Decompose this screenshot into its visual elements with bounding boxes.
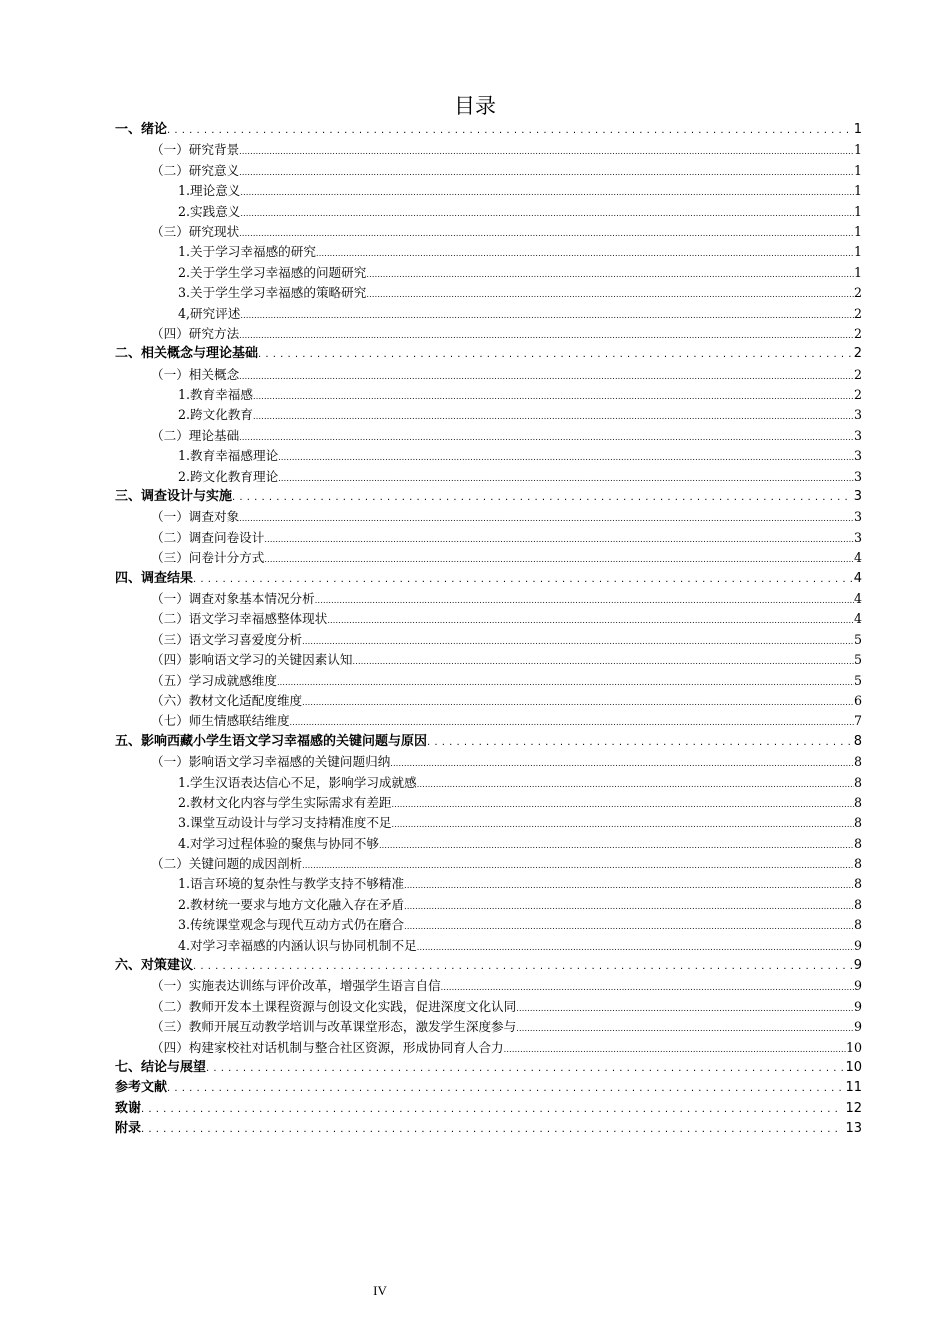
toc-entry[interactable] — [115, 120, 862, 140]
table-of-contents — [115, 120, 862, 1140]
toc-entry-page-number: 2 — [853, 387, 862, 403]
toc-entry[interactable] — [115, 263, 862, 283]
toc-entry[interactable] — [115, 671, 862, 691]
toc-entry-page-number: 11 — [845, 1080, 862, 1096]
toc-leader-dots — [404, 917, 854, 937]
toc-entry[interactable] — [115, 936, 862, 956]
toc-entry[interactable] — [115, 385, 862, 405]
toc-leader-dots — [417, 938, 854, 958]
toc-entry-label: （一）调查对象 — [151, 509, 240, 525]
toc-leader-dots — [240, 183, 854, 203]
toc-entry-label: 2.关于学生学习幸福感的问题研究 — [178, 264, 367, 280]
toc-leader-dots — [302, 856, 854, 876]
toc-entry-page-number: 13 — [845, 1121, 862, 1137]
toc-entry-page-number: 8 — [853, 917, 862, 933]
toc-entry-label: （一）实施表达训练与评价改革，增强学生语言自信 — [151, 978, 441, 994]
toc-entry-page-number: 3 — [853, 468, 862, 484]
toc-leader-dots — [253, 387, 854, 407]
toc-leader-dots — [193, 957, 852, 977]
toc-entry-label: 1.学生汉语表达信心不足，影响学习成就感 — [178, 774, 417, 790]
toc-entry-page-number: 1 — [853, 223, 862, 239]
toc-leader-dots — [239, 367, 854, 387]
toc-entry-label: 3.传统课堂观念与现代互动方式仍在磨合 — [178, 917, 405, 933]
toc-leader-dots — [167, 1079, 843, 1099]
toc-leader-dots — [239, 224, 854, 244]
toc-leader-dots — [441, 978, 854, 998]
toc-entry-page-number: 9 — [853, 998, 862, 1014]
toc-entry[interactable] — [115, 548, 862, 568]
toc-leader-dots — [278, 469, 854, 489]
toc-leader-dots — [302, 693, 854, 713]
toc-entry[interactable] — [115, 405, 862, 425]
toc-entry[interactable] — [115, 528, 862, 548]
toc-entry-page-number: 8 — [853, 754, 862, 770]
toc-entry[interactable] — [115, 691, 862, 711]
toc-entry[interactable] — [115, 426, 862, 446]
toc-entry-page-number: 2 — [853, 285, 862, 301]
toc-entry[interactable] — [115, 1119, 862, 1139]
toc-entry[interactable] — [115, 304, 862, 324]
toc-entry[interactable] — [115, 834, 862, 854]
toc-entry-page-number: 1 — [853, 122, 862, 137]
toc-entry-page-number: 12 — [845, 1100, 862, 1116]
page-number-footer: IV — [373, 1283, 387, 1298]
toc-leader-dots — [239, 326, 854, 346]
toc-entry-label: 六、对策建议 — [115, 958, 194, 974]
toc-entry-label: 2.跨文化教育 — [178, 407, 253, 423]
toc-entry[interactable] — [115, 793, 862, 813]
toc-entry-label: 一、绪论 — [115, 122, 168, 137]
toc-leader-dots — [390, 754, 854, 774]
toc-entry-page-number: 4 — [853, 570, 862, 586]
toc-entry-label: （一）调查对象基本情况分析 — [151, 590, 315, 606]
toc-entry-page-number: 3 — [853, 448, 862, 464]
toc-entry-label: 4.对学习幸福感的内涵认识与协同机制不足 — [178, 937, 417, 953]
toc-entry-label: 致谢 — [115, 1100, 142, 1116]
toc-entry[interactable] — [115, 895, 862, 915]
toc-leader-dots — [258, 345, 852, 365]
toc-entry-page-number: 9 — [853, 937, 862, 953]
toc-entry[interactable] — [115, 874, 862, 894]
toc-entry-label: （二）研究意义 — [151, 162, 240, 178]
toc-entry-label: （三）问卷计分方式 — [151, 550, 265, 566]
toc-entry[interactable] — [115, 956, 862, 976]
toc-entry-page-number: 3 — [853, 407, 862, 423]
toc-entry-label: 五、影响西藏小学生语文学习幸福感的关键问题与原因 — [115, 733, 428, 749]
toc-entry[interactable] — [115, 773, 862, 793]
toc-entry-page-number: 7 — [853, 713, 862, 729]
toc-entry-label: （七）师生情感联结维度 — [151, 713, 290, 729]
toc-leader-dots — [516, 1019, 854, 1039]
toc-entry-page-number: 5 — [853, 652, 862, 668]
toc-leader-dots — [392, 815, 854, 835]
toc-entry[interactable] — [115, 1058, 862, 1078]
toc-entry-page-number: 8 — [853, 733, 862, 749]
toc-entry-label: 1.语言环境的复杂性与教学支持不够精准 — [178, 876, 405, 892]
toc-entry-label: （二）语文学习幸福感整体现状 — [151, 611, 328, 627]
toc-entry-page-number: 3 — [853, 509, 862, 525]
toc-entry-page-number: 5 — [853, 631, 862, 647]
toc-entry-label: 1.教育幸福感理论 — [178, 448, 279, 464]
toc-entry-page-number: 8 — [853, 815, 862, 831]
toc-entry-label: 2.实践意义 — [178, 203, 241, 219]
toc-entry[interactable] — [115, 140, 862, 160]
toc-entry[interactable] — [115, 242, 862, 262]
toc-entry-label: 附录 — [115, 1121, 142, 1137]
toc-entry-page-number: 1 — [853, 264, 862, 280]
toc-entry[interactable] — [115, 997, 862, 1017]
toc-entry[interactable] — [115, 1038, 862, 1058]
toc-leader-dots — [240, 204, 854, 224]
toc-leader-dots — [302, 632, 854, 652]
toc-entry-page-number: 9 — [853, 958, 862, 974]
toc-entry-label: （二）关键问题的成因剖析 — [151, 856, 303, 872]
toc-entry-page-number: 4 — [853, 590, 862, 606]
toc-entry-page-number: 9 — [853, 1019, 862, 1035]
toc-entry-page-number: 8 — [853, 876, 862, 892]
toc-leader-dots — [404, 876, 854, 896]
toc-entry-label: （一）研究背景 — [151, 142, 240, 158]
toc-entry-label: （六）教材文化适配度维度 — [151, 692, 303, 708]
toc-entry-page-number: 8 — [853, 896, 862, 912]
toc-leader-dots — [379, 836, 854, 856]
toc-entry[interactable] — [115, 813, 862, 833]
toc-leader-dots — [366, 265, 854, 285]
toc-leader-dots — [327, 611, 854, 631]
toc-entry-page-number: 1 — [853, 183, 862, 199]
toc-entry-label: （一）相关概念 — [151, 366, 240, 382]
toc-entry-page-number: 9 — [853, 978, 862, 994]
toc-entry-page-number: 5 — [853, 672, 862, 688]
toc-entry-label: 三、调查设计与实施 — [115, 489, 233, 505]
toc-entry[interactable] — [115, 609, 862, 629]
toc-entry-label: 3.课堂互动设计与学习支持精准度不足 — [178, 815, 392, 831]
toc-entry-label: 1.关于学习幸福感的研究 — [178, 244, 316, 260]
toc-entry-label: （三）研究现状 — [151, 223, 240, 239]
toc-entry-page-number: 2 — [853, 346, 862, 362]
toc-entry-page-number: 1 — [853, 203, 862, 219]
toc-leader-dots — [277, 673, 854, 693]
toc-entry[interactable] — [115, 915, 862, 935]
toc-entry[interactable] — [115, 1099, 862, 1119]
toc-entry[interactable] — [115, 630, 862, 650]
toc-entry[interactable] — [115, 589, 862, 609]
toc-entry-label: （四）影响语文学习的关键因素认知 — [151, 652, 353, 668]
toc-entry-label: （三）教师开展互动教学培训与改革课堂形态，激发学生深度参与 — [151, 1019, 517, 1035]
toc-entry-page-number: 4 — [853, 611, 862, 627]
toc-entry-label: （三）语文学习喜爱度分析 — [151, 631, 303, 647]
toc-leader-dots — [141, 1100, 843, 1120]
toc-entry-page-number: 3 — [853, 529, 862, 545]
toc-entry[interactable] — [115, 732, 862, 752]
toc-leader-dots — [316, 244, 854, 264]
toc-entry-page-number: 4 — [853, 550, 862, 566]
toc-leader-dots — [253, 407, 854, 427]
toc-leader-dots — [167, 121, 852, 141]
toc-entry-page-number: 1 — [853, 142, 862, 158]
toc-entry-page-number: 2 — [853, 305, 862, 321]
toc-entry-page-number: 3 — [853, 427, 862, 443]
toc-entry[interactable] — [115, 161, 862, 181]
toc-entry-page-number: 2 — [853, 366, 862, 382]
toc-entry-page-number: 1 — [853, 244, 862, 260]
toc-leader-dots — [239, 509, 854, 529]
toc-entry-label: （二）理论基础 — [151, 427, 240, 443]
toc-entry[interactable] — [115, 446, 862, 466]
toc-leader-dots — [264, 550, 854, 570]
toc-leader-dots — [504, 1040, 846, 1060]
toc-entry-label: 3.关于学生学习幸福感的策略研究 — [178, 285, 367, 301]
toc-entry-label: （二）调查问卷设计 — [151, 529, 265, 545]
toc-entry[interactable] — [115, 650, 862, 670]
toc-leader-dots — [417, 775, 854, 795]
toc-entry[interactable] — [115, 854, 862, 874]
toc-entry-label: 1.理论意义 — [178, 183, 241, 199]
toc-entry[interactable] — [115, 569, 862, 589]
toc-entry[interactable] — [115, 507, 862, 527]
toc-entry[interactable] — [115, 324, 862, 344]
toc-leader-dots — [427, 733, 852, 753]
toc-entry-page-number: 8 — [853, 774, 862, 790]
toc-entry[interactable] — [115, 365, 862, 385]
toc-entry-label: 1.教育幸福感 — [178, 387, 253, 403]
toc-entry-label: 2.教材文化内容与学生实际需求有差距 — [178, 794, 392, 810]
toc-entry[interactable] — [115, 1017, 862, 1037]
toc-leader-dots — [366, 285, 854, 305]
page-title: 目录 — [454, 94, 496, 118]
toc-leader-dots — [240, 306, 854, 326]
toc-leader-dots — [193, 570, 852, 590]
toc-entry[interactable] — [115, 344, 862, 364]
toc-entry[interactable] — [115, 976, 862, 996]
toc-entry-label: （四）构建家校社对话机制与整合社区资源，形成协同育人合力 — [151, 1039, 504, 1055]
toc-entry[interactable] — [115, 487, 862, 507]
toc-entry-label: 4.对学习过程体验的聚焦与协同不够 — [178, 835, 379, 851]
toc-leader-dots — [278, 448, 854, 468]
toc-entry-page-number: 3 — [853, 489, 862, 505]
toc-leader-dots — [315, 591, 854, 611]
toc-entry-page-number: 10 — [845, 1059, 862, 1075]
toc-entry-page-number: 10 — [845, 1039, 862, 1055]
toc-entry-label: 2.教材统一要求与地方文化融入存在矛盾 — [178, 896, 405, 912]
toc-entry-label: 4,研究评述 — [178, 305, 241, 321]
toc-entry-label: （五）学习成就感维度 — [151, 672, 277, 688]
toc-leader-dots — [239, 142, 854, 162]
toc-entry[interactable] — [115, 283, 862, 303]
toc-entry[interactable] — [115, 752, 862, 772]
toc-leader-dots — [206, 1059, 843, 1079]
toc-entry[interactable] — [115, 467, 862, 487]
toc-leader-dots — [404, 897, 854, 917]
toc-entry[interactable] — [115, 202, 862, 222]
toc-entry-page-number: 8 — [853, 794, 862, 810]
toc-entry-label: （二）教师开发本土课程资源与创设文化实践，促进深度文化认同 — [151, 998, 517, 1014]
toc-leader-dots — [264, 530, 854, 550]
toc-entry-label: 七、结论与展望 — [115, 1059, 207, 1075]
toc-entry-page-number: 8 — [853, 835, 862, 851]
toc-entry-label: （一）影响语文学习幸福感的关键问题归纳 — [151, 754, 391, 770]
toc-leader-dots — [516, 999, 854, 1019]
toc-entry[interactable] — [115, 711, 862, 731]
toc-entry[interactable] — [115, 222, 862, 242]
toc-leader-dots — [290, 713, 854, 733]
toc-entry-page-number: 6 — [853, 692, 862, 708]
toc-leader-dots — [353, 652, 854, 672]
toc-entry[interactable] — [115, 181, 862, 201]
toc-leader-dots — [239, 428, 854, 448]
toc-entry-page-number: 1 — [853, 162, 862, 178]
toc-entry[interactable] — [115, 1078, 862, 1098]
toc-entry-label: 二、相关概念与理论基础 — [115, 346, 259, 362]
toc-entry-page-number: 8 — [853, 856, 862, 872]
toc-leader-dots — [141, 1120, 843, 1140]
toc-leader-dots — [232, 488, 852, 508]
toc-leader-dots — [239, 163, 854, 183]
toc-entry-page-number: 2 — [853, 325, 862, 341]
toc-entry-label: 四、调查结果 — [115, 570, 194, 586]
toc-leader-dots — [392, 795, 854, 815]
toc-entry-label: 参考文献 — [115, 1080, 168, 1096]
toc-entry-label: 2.跨文化教育理论 — [178, 468, 279, 484]
toc-entry-label: （四）研究方法 — [151, 325, 240, 341]
